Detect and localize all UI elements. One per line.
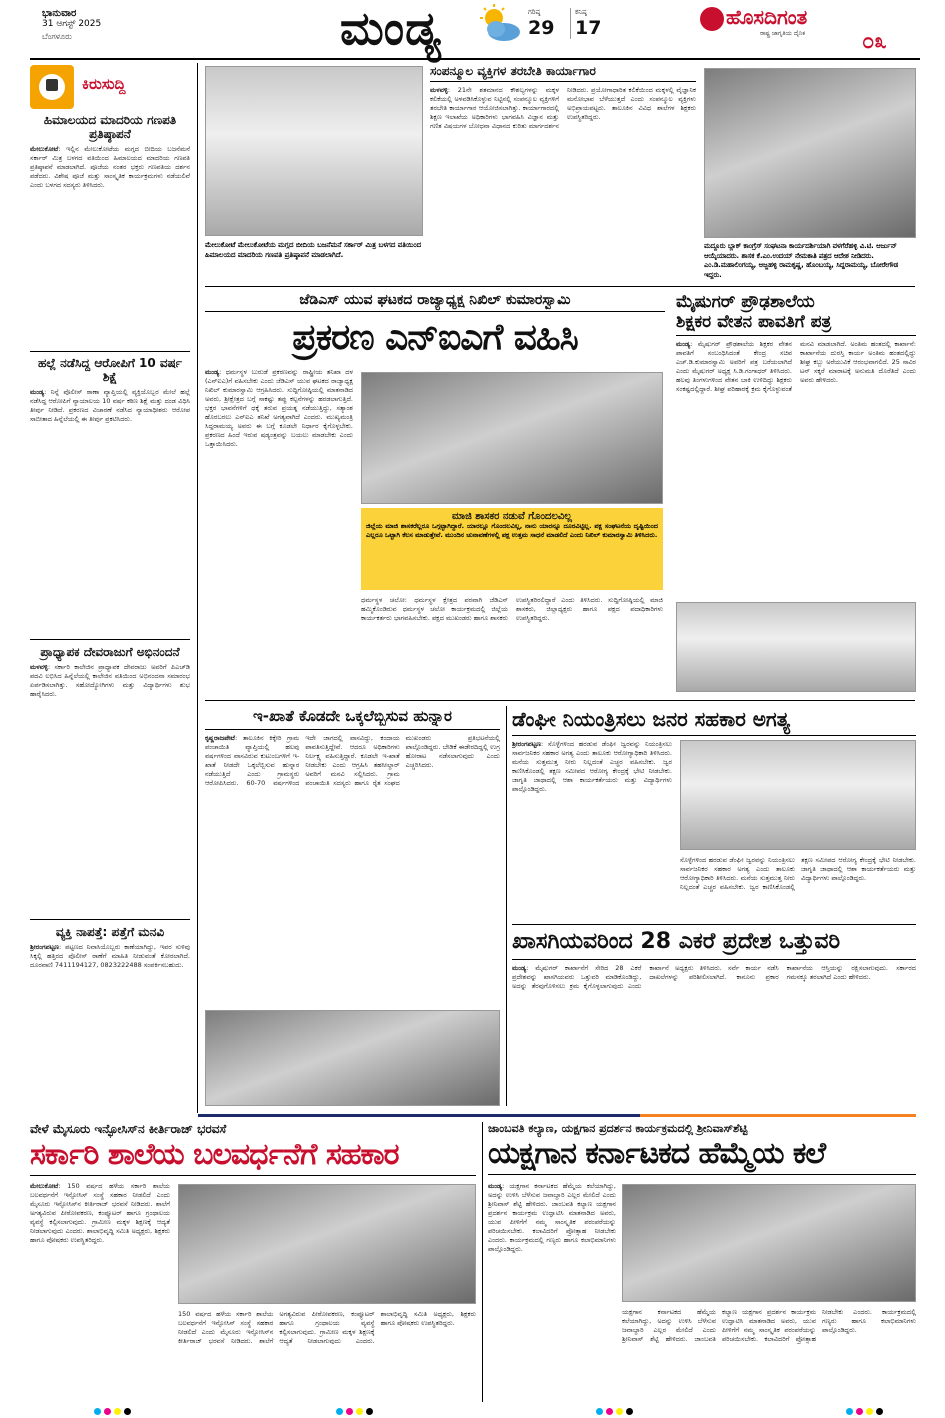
yakshagana-story (488, 1122, 916, 1402)
nia-box (361, 508, 663, 590)
encroach-title: ಖಾಸಗಿಯವರಿಂದ 28 ಎಕರೆ ಪ್ರದೇಶ ಒತ್ತುವರಿ (512, 928, 916, 960)
brand-name: ಹೊಸದಿಗಂತ (726, 5, 808, 29)
congress-caption: ಮದ್ದೂರು ಬ್ಲಾಕ್ ಕಾಂಗ್ರೆಸ್ ಸಂಘಟನಾ ಕಾರ್ಯದರ್ಶಿಯಾಗಿ ವಳಗೆರೆಹಳ್ಳಿ ವಿ.ಟಿ. ಆರ್ಜುನ್ ಆಯ್ಕೆಯಾದರು. ಶಾಸಕ ಕೆ.ಎಂ.ಉದಯ್ ನೇಮಕಾತಿ ಪತ್ರದ ಆದೇಶ ನೀಡಿದರು. ಎಂ.ಡಿ.ಮಹಾಲಿಂಗಯ್ಯ, ಅಜ್ಜಹಳ್ಳಿ ರಾಮಕೃಷ್ಣ, ಹೊಂಬಯ್ಯ, ಸಿದ್ದರಾಮಯ್ಯ, ಬೋರೇಗೌಡ ಇದ್ದರು. (704, 242, 899, 279)
column-divider (197, 63, 198, 1113)
kirusuddi-header (30, 65, 190, 109)
nia-photo (361, 372, 663, 504)
magenta-dot (606, 1408, 613, 1415)
black-dot (876, 1408, 883, 1415)
nia-box-title: ಮಾಜಿ ಶಾಸಕರ ನಡುವೆ ಗೊಂದಲವಿಲ್ಲ (452, 511, 572, 522)
dengue-story (512, 706, 916, 920)
yellow-dot (616, 1408, 623, 1415)
ekhata-text: ತಾಲೂಕಿನ ಕಿಕ್ಕೇರಿ ಗ್ರಾಮ ಪಂಚಾಯಿತಿ ವ್ಯಾಪ್ತಿಯಲ್ಲಿ ಹಲವು ವರ್ಷಗಳಿಂದ ವಾಸವಿರುವ ಕುಟುಂಬಗಳಿಗೆ ಇ-ಖಾತೆ ನೀಡದೇ ಒಕ್ಕಲೆಬ್ಬಿಸುವ ಹುನ್ನಾರ ನಡೆಯುತ್ತಿದೆ ಎಂದು ಗ್ರಾಮಸ್ಥರು ಆರೋಪಿಸಿದರು. 60-70 ವರ್ಷಗಳಿಂದ ಇದೇ ಜಾಗದಲ್ಲಿ ವಾಸವಿದ್ದು, ಕಂದಾಯ ಪಾವತಿಸುತ್ತಿದ್ದೇವೆ. ಆದರೂ ಅಧಿಕಾರಿಗಳು ನಿರ್ಲಕ್ಷ್ಯ ವಹಿಸುತ್ತಿದ್ದಾರೆ. ಕೂಡಲೇ ಇ-ಖಾತೆ ನೀಡಬೇಕು ಎಂದು ಆಗ್ರಹಿಸಿ ತಹಸೀಲ್ದಾರ್ ಅವರಿಗೆ ಮನವಿ ಸಲ್ಲಿಸಿದರು. ಗ್ರಾಮ ಪಂಚಾಯಿತಿ ಸದಸ್ಯರು ಹಾಗೂ ರೈತ ಸಂಘದ ಮುಖಂಡರು ಪ್ರತಿಭಟನೆಯಲ್ಲಿ ಪಾಲ್ಗೊಂಡಿದ್ದರು. ಬೇಡಿಕೆ ಈಡೇರದಿದ್ದಲ್ಲಿ ಉಗ್ರ ಹೋರಾಟ ನಡೆಸಲಾಗುವುದು ಎಂದು ಎಚ್ಚರಿಸಿದರು. (205, 734, 500, 787)
infosys-headline: ಸರ್ಕಾರಿ ಶಾಲೆಯ ಬಲವರ್ಧನೆಗೆ ಸಹಕಾರ (30, 1137, 476, 1176)
cyan-dot (846, 1408, 853, 1415)
nia-place: ಮಂಡ್ಯ (205, 368, 220, 376)
yellow-dot (356, 1408, 363, 1415)
ekhata-place: ಕೃಷ್ಣರಾಜಪೇಟೆ (205, 734, 235, 742)
kirusuddi-label: ಕಿರುಸುದ್ದಿ (82, 75, 126, 93)
brief-3-body: ಮಳವಳ್ಳಿ: ಸರ್ಕಾರಿ ಕಾಲೇಜಿನ ಪ್ರಾಧ್ಯಾಪಕ ದೇವರಾಜು ಅವರಿಗೆ ಪಿಎಚ್‌ಡಿ ಪದವಿ ಲಭಿಸಿದ ಹಿನ್ನೆಲೆಯಲ್ಲಿ ಕಾಲೇಜಿನ ವತಿಯಿಂದ ಅಭಿನಂದನಾ ಸಮಾರಂಭ ಏರ್ಪಡಿಸಲಾಗಿತ್ತು. ಸಹೋದ್ಯೋಗಿಗಳು ಮತ್ತು ವಿದ್ಯಾರ್ಥಿಗಳು ಶುಭ ಹಾರೈಸಿದರು. (30, 663, 190, 698)
dengue-title: ಡೆಂಘೀ ನಿಯಂತ್ರಿಸಲು ಜನರ ಸಹಕಾರ ಅಗತ್ಯ (512, 706, 916, 736)
registration-marks-right (596, 1408, 633, 1415)
brief-1-body: ಮೇಲುಕೋಟೆ: ಇಲ್ಲಿನ ಮೇಲುಕೋಟೆಯ ಮಗ್ಗದ ಬೀದಿಯ ಬಜನೆಮನೆ ಸರ್ಕಾರ್ ಮಿತ್ರ ಬಳಗದ ವತಿಯಿಂದ ಹಿಮಾಲಯದ ಮಾದರಿಯ ಗಣಪತಿ ಪ್ರತಿಷ್ಠಾಪನೆ ಮಾಡಲಾಗಿದೆ. ಪೂಜೆಯ ನಂತರ ಭಕ್ತರು ಗಣಪತಿಯ ದರ್ಶನ ಪಡೆದರು. ವಿಶೇಷ ಪೂಜೆ ಮತ್ತು ಸಾಂಸ್ಕೃತಿಕ ಕಾರ್ಯಕ್ರಮಗಳು ನಡೆಯಲಿವೆ ಎಂದು ಬಳಗದ ಸದಸ್ಯರು ತಿಳಿಸಿದರು. (30, 145, 190, 189)
brief-2-body: ಮಂಡ್ಯ: ನಿನ್ನೆ ಪೊಲೀಸ್ ಠಾಣಾ ವ್ಯಾಪ್ತಿಯಲ್ಲಿ ವ್ಯಕ್ತಿಯೊಬ್ಬರ ಮೇಲೆ ಹಲ್ಲೆ ನಡೆಸಿದ್ದ ಆರೋಪಿಗೆ ನ್ಯಾಯಾಲಯ 10 ವರ್ಷ ಕಠಿಣ ಶಿಕ್ಷೆ ಮತ್ತು ದಂಡ ವಿಧಿಸಿ ತೀರ್ಪು ನೀಡಿದೆ. ಪ್ರಕರಣದ ವಿಚಾರಣೆ ನಡೆಸಿದ ನ್ಯಾಯಾಧೀಶರು ಆರೋಪ ಸಾಬೀತಾದ ಹಿನ್ನೆಲೆಯಲ್ಲಿ ಈ ತೀರ್ಪು ಪ್ರಕಟಿಸಿದರು. (30, 388, 190, 423)
congress-story (704, 68, 916, 280)
brief-3-text: ಸರ್ಕಾರಿ ಕಾಲೇಜಿನ ಪ್ರಾಧ್ಯಾಪಕ ದೇವರಾಜು ಅವರಿಗೆ ಪಿಎಚ್‌ಡಿ ಪದವಿ ಲಭಿಸಿದ ಹಿನ್ನೆಲೆಯಲ್ಲಿ ಕಾಲೇಜಿನ ವತಿಯಿಂದ ಅಭಿನಂದನಾ ಸಮಾರಂಭ ಏರ್ಪಡಿಸಲಾಗಿತ್ತು. ಸಹೋದ್ಯೋಗಿಗಳು ಮತ್ತು ವಿದ್ಯಾರ್ಥಿಗಳು ಶುಭ ಹಾರೈಸಿದರು. (30, 663, 190, 698)
brief-1-text: ಇಲ್ಲಿನ ಮೇಲುಕೋಟೆಯ ಮಗ್ಗದ ಬೀದಿಯ ಬಜನೆಮನೆ ಸರ್ಕಾರ್ ಮಿತ್ರ ಬಳಗದ ವತಿಯಿಂದ ಹಿಮಾಲಯದ ಮಾದರಿಯ ಗಣಪತಿ ಪ್ರತಿಷ್ಠಾಪನೆ ಮಾಡಲಾಗಿದೆ. ಪೂಜೆಯ ನಂತರ ಭಕ್ತರು ಗಣಪತಿಯ ದರ್ಶನ ಪಡೆದರು. ವಿಶೇಷ ಪೂಜೆ ಮತ್ತು ಸಾಂಸ್ಕೃತಿಕ ಕಾರ್ಯಕ್ರಮಗಳು ನಡೆಯಲಿವೆ ಎಂದು ಬಳಗದ ಸದಸ್ಯರು ತಿಳಿಸಿದರು. (30, 145, 190, 189)
dengue-photo (680, 740, 916, 850)
congress-photo (704, 68, 916, 238)
brief-4-body: ಶ್ರೀರಂಗಪಟ್ಟಣ: ಪಟ್ಟಣದ ನಿವಾಸಿಯೊಬ್ಬರು ಕಾಣೆಯಾಗಿದ್ದು, ಇವರ ಸುಳಿವು ಸಿಕ್ಕಲ್ಲಿ ಹತ್ತಿರದ ಪೊಲೀಸ್ ಠಾಣೆಗೆ ಮಾಹಿತಿ ನೀಡುವಂತೆ ಕೋರಲಾಗಿದೆ. ದೂರವಾಣಿ 7411194127, 0823222488 ಸಂಪರ್ಕಿಸಬಹುದು. (30, 943, 190, 969)
registration-marks-center (336, 1408, 373, 1415)
dengue-body: ಶ್ರೀರಂಗಪಟ್ಟಣ: ಸೊಳ್ಳೆಗಳಿಂದ ಹರಡುವ ಡೆಂಘೀ ಜ್ವರವನ್ನು ನಿಯಂತ್ರಿಸಲು ಸಾರ್ವಜನಿಕರ ಸಹಕಾರ ಅಗತ್ಯ ಎಂದು ತಾಲೂಕು ಆರೋಗ್ಯಾಧಿಕಾರಿ ತಿಳಿಸಿದರು. ಮನೆಯ ಸುತ್ತಮುತ್ತ ನೀರು ನಿಲ್ಲದಂತೆ ಎಚ್ಚರ ವಹಿಸಬೇಕು. ಜ್ವರ ಕಾಣಿಸಿಕೊಂಡಲ್ಲಿ ತಕ್ಷಣ ಸಮೀಪದ ಆರೋಗ್ಯ ಕೇಂದ್ರಕ್ಕೆ ಭೇಟಿ ನೀಡಬೇಕು. ಜಾಗೃತಿ ಜಾಥಾದಲ್ಲಿ ಆಶಾ ಕಾರ್ಯಕರ್ತೆಯರು ಮತ್ತು ವಿದ್ಯಾರ್ಥಿಗಳು ಪಾಲ್ಗೊಂಡಿದ್ದರು. (512, 740, 672, 793)
masthead (0, 0, 945, 58)
brief-2 (30, 356, 190, 636)
brief-4-place: ಶ್ರೀರಂಗಪಟ್ಟಣ (30, 943, 60, 951)
encroach-place: ಮಂಡ್ಯ (512, 964, 527, 972)
page-title: ಮಂಡ್ಯ (340, 1, 442, 55)
max-temp-label: ಗರಿಷ್ಠ (528, 8, 541, 16)
kirusuddi-icon (30, 65, 74, 109)
yakshagana-photo (622, 1184, 916, 1302)
max-temp-block (528, 8, 564, 39)
registration-marks-left (94, 1408, 131, 1415)
training-body: ಮಳವಳ್ಳಿ: 21ನೇ ಶತಮಾನದ ಕೌಶಲ್ಯಗಳನ್ನು ಮಕ್ಕಳ ಕಲಿಕೆಯಲ್ಲಿ ಅಳವಡಿಸಿಕೊಳ್ಳುವ ನಿಟ್ಟಿನಲ್ಲಿ ಸಂಪನ್ಮೂಲ ವ್ಯಕ್ತಿಗಳಿಗೆ ತರಬೇತಿ ಕಾರ್ಯಾಗಾರ ಆಯೋಜಿಸಲಾಗಿತ್ತು. ಕಾರ್ಯಾಗಾರದಲ್ಲಿ ಶಿಕ್ಷಣ ಇಲಾಖೆಯ ಅಧಿಕಾರಿಗಳು ಭಾಗವಹಿಸಿ ವಿಜ್ಞಾನ ಮತ್ತು ಗಣಿತ ವಿಷಯಗಳ ಬೋಧನಾ ವಿಧಾನದ ಕುರಿತು ಮಾರ್ಗದರ್ಶನ ನೀಡಿದರು. ಪ್ರಯೋಗಾಧಾರಿತ ಕಲಿಕೆಯಿಂದ ಮಕ್ಕಳಲ್ಲಿ ವೈಜ್ಞಾನಿಕ ಮನೋಭಾವ ಬೆಳೆಯುತ್ತದೆ ಎಂದು ಸಂಪನ್ಮೂಲ ವ್ಯಕ್ತಿಗಳು ಅಭಿಪ್ರಾಯಪಟ್ಟರು. ತಾಲೂಕಿನ ವಿವಿಧ ಶಾಲೆಗಳ ಶಿಕ್ಷಕರು ಉಪಸ್ಥಿತರಿದ್ದರು. (430, 86, 696, 130)
infosys-body-continued: 150 ವರ್ಷದ ಹಳೆಯ ಸರ್ಕಾರಿ ಶಾಲೆಯ ಬಲವರ್ಧನೆಗೆ ಇನ್ಫೋಸಿಸ್ ಸಂಸ್ಥೆ ಸಹಕಾರ ನೀಡಲಿದೆ ಎಂದು ಮೈಸೂರು ಇನ್ಫೋಸಿಸ್‌ನ ಕೀರ್ತಿರಾಜ್ ಭರವಸೆ ನೀಡಿದರು. ಶಾಲೆಗೆ ಅಗತ್ಯವಿರುವ ಪೀಠೋಪಕರಣ, ಕಂಪ್ಯೂಟರ್ ಹಾಗೂ ಗ್ರಂಥಾಲಯ ವ್ಯವಸ್ಥೆ ಕಲ್ಪಿಸಲಾಗುವುದು. ಗ್ರಾಮೀಣ ಮಕ್ಕಳ ಶಿಕ್ಷಣಕ್ಕೆ ಆದ್ಯತೆ ನೀಡಲಾಗುವುದು ಎಂದರು. ಶಾಲಾಭಿವೃದ್ಧಿ ಸಮಿತಿ ಅಧ್ಯಕ್ಷರು, ಶಿಕ್ಷಕರು ಹಾಗೂ ಪೋಷಕರು ಉಪಸ್ಥಿತರಿದ್ದರು. (178, 1310, 476, 1345)
black-dot (366, 1408, 373, 1415)
date-label: 31 ಆಗಸ್ಟ್ 2025 (42, 19, 102, 29)
training-title: ಸಂಪನ್ಮೂಲ ವ್ಯಕ್ತಿಗಳ ತರಬೇತಿ ಕಾರ್ಯಾಗಾರ (430, 64, 696, 82)
black-dot (626, 1408, 633, 1415)
infosys-place: ಮೇಲುಕೋಟೆ (30, 1182, 59, 1190)
cyan-dot (596, 1408, 603, 1415)
yakshagana-body: ಮಂಡ್ಯ: ಯಕ್ಷಗಾನ ಕರ್ನಾಟಕದ ಹೆಮ್ಮೆಯ ಕಲೆಯಾಗಿದ್ದು, ಅದನ್ನು ಉಳಿಸಿ ಬೆಳೆಸುವ ಜವಾಬ್ದಾರಿ ಎಲ್ಲರ ಮೇಲಿದೆ ಎಂದು ಶ್ರೀನಿವಾಸ್ ಶೆಟ್ಟಿ ಹೇಳಿದರು. ಜಾಂಬವತಿ ಕಲ್ಯಾಣ ಯಕ್ಷಗಾನ ಪ್ರದರ್ಶನ ಕಾರ್ಯಕ್ರಮ ಉದ್ಘಾಟಿಸಿ ಮಾತನಾಡಿದ ಅವರು, ಯುವ ಪೀಳಿಗೆಗೆ ನಮ್ಮ ಸಾಂಸ್ಕೃತಿಕ ಪರಂಪರೆಯನ್ನು ಪರಿಚಯಿಸಬೇಕು. ಕಲಾವಿದರಿಗೆ ಪ್ರೋತ್ಸಾಹ ನೀಡಬೇಕು ಎಂದರು. ಕಾರ್ಯಕ್ರಮದಲ್ಲಿ ಗಣ್ಯರು ಹಾಗೂ ಕಲಾಭಿಮಾನಿಗಳು ಪಾಲ್ಗೊಂಡಿದ್ದರು. (488, 1182, 616, 1253)
brief-divider (30, 919, 190, 920)
ganapati-caption: ಮೇಲುಕೋಟೆ ಮೇಲುಕೋಟೆಯ ಮಗ್ಗದ ಬೀದಿಯ ಬಜನೆಮನೆ ಸರ್ಕಾರ್ ಮಿತ್ರ ಬಳಗದ ವತಿಯಿಂದ ಹಿಮಾಲಯದ ಮಾದರಿಯ ಗಣಪತಿ ಪ್ರತಿಷ್ಠಾಪನೆ ಮಾಡಲಾಗಿದೆ. (205, 241, 422, 259)
brand-block (700, 5, 880, 39)
brief-3-title: ಪ್ರಾಧ್ಯಾಪಕ ದೇವರಾಜುಗೆ ಅಭಿನಂದನೆ (40, 645, 180, 659)
masthead-dateline (42, 8, 132, 44)
nia-box-body: ಜಿಲ್ಲೆಯ ಮಾಜಿ ಶಾಸಕರೆಲ್ಲರೂ ಒಗ್ಗಟ್ಟಾಗಿದ್ದಾರೆ. ಯಾರಲ್ಲೂ ಗೊಂದಲವಿಲ್ಲ, ನಾನು ಯಾರನ್ನೂ ದೂರವಿಟ್ಟಿಲ್ಲ. ಪಕ್ಷ ಸಂಘಟನೆಯ ದೃಷ್ಟಿಯಿಂದ ಎಲ್ಲರೂ ಒಟ್ಟಾಗಿ ಕೆಲಸ ಮಾಡುತ್ತೇವೆ. ಮುಂದಿನ ಚುನಾವಣೆಗಳಲ್ಲಿ ಪಕ್ಷ ಉತ್ತಮ ಸಾಧನೆ ಮಾಡಲಿದೆ ಎಂದು ನಿಖಿಲ್ ಕುಮಾರಸ್ವಾಮಿ ತಿಳಿಸಿದರು. (366, 522, 658, 539)
salary-title-line2: ಶಿಕ್ಷಕರ ವೇತನ ಪಾವತಿಗೆ ಪತ್ರ (676, 312, 916, 336)
dengue-body-continued: ಸೊಳ್ಳೆಗಳಿಂದ ಹರಡುವ ಡೆಂಘೀ ಜ್ವರವನ್ನು ನಿಯಂತ್ರಿಸಲು ಸಾರ್ವಜನಿಕರ ಸಹಕಾರ ಅಗತ್ಯ ಎಂದು ತಾಲೂಕು ಆರೋಗ್ಯಾಧಿಕಾರಿ ತಿಳಿಸಿದರು. ಮನೆಯ ಸುತ್ತಮುತ್ತ ನೀರು ನಿಲ್ಲದಂತೆ ಎಚ್ಚರ ವಹಿಸಬೇಕು. ಜ್ವರ ಕಾಣಿಸಿಕೊಂಡಲ್ಲಿ ತಕ್ಷಣ ಸಮೀಪದ ಆರೋಗ್ಯ ಕೇಂದ್ರಕ್ಕೆ ಭೇಟಿ ನೀಡಬೇಕು. ಜಾಗೃತಿ ಜಾಥಾದಲ್ಲಿ ಆಶಾ ಕಾರ್ಯಕರ್ತೆಯರು ಮತ್ತು ವಿದ್ಯಾರ್ಥಿಗಳು ಪಾಲ್ಗೊಂಡಿದ್ದರು. (680, 856, 916, 891)
yakshagana-headline: ಯಕ್ಷಗಾನ ಕರ್ನಾಟಕದ ಹೆಮ್ಮೆಯ ಕಲೆ (488, 1136, 916, 1175)
section-rule (512, 924, 916, 925)
ganapati-photo (205, 66, 423, 236)
masthead-rule (30, 58, 920, 60)
brand-logo-icon (700, 7, 724, 31)
dengue-place: ಶ್ರೀರಂಗಪಟ್ಟಣ (512, 740, 542, 748)
encroach-text: ಮೈಷುಗರ್ ಕಾರ್ಖಾನೆಗೆ ಸೇರಿದ 28 ಎಕರೆ ಪ್ರದೇಶವನ್ನು ಖಾಸಗಿಯವರು ಒತ್ತುವರಿ ಮಾಡಿಕೊಂಡಿದ್ದು, ಅದನ್ನು ತೆರವುಗೊಳಿಸಲು ಕ್ರಮ ಕೈಗೊಳ್ಳಲಾಗುವುದು ಎಂದು ಕಾರ್ಖಾನೆ ಅಧ್ಯಕ್ಷರು ತಿಳಿಸಿದರು. ಸರ್ವೆ ಕಾರ್ಯ ನಡೆಸಿ ದಾಖಲೆಗಳನ್ನು ಪರಿಶೀಲಿಸಲಾಗಿದೆ. ಕಾನೂನು ಪ್ರಕಾರ ಕಾರ್ಖಾನೆಯ ಆಸ್ತಿಯನ್ನು ರಕ್ಷಿಸಲಾಗುವುದು. ಸರ್ಕಾರದ ಗಮನಕ್ಕೂ ತರಲಾಗಿದೆ ಎಂದು ಹೇಳಿದರು. (512, 964, 916, 990)
brief-divider (30, 639, 190, 640)
ganapati-story (205, 66, 423, 280)
brand-tagline: ರಾಷ್ಟ್ರ ಜಾಗೃತಿಯ ದೈನಿಕ (760, 30, 806, 37)
training-story (430, 64, 696, 280)
nia-text: ಧರ್ಮಸ್ಥಳ ಬುರುಡೆ ಪ್ರಕರಣವನ್ನು ರಾಷ್ಟ್ರೀಯ ತನಿಖಾ ದಳ (ಎನ್‌ಐಎ)ಗೆ ವಹಿಸಬೇಕು ಎಂದು ಜೆಡಿಎಸ್ ಯುವ ಘಟಕದ ರಾಜ್ಯಾಧ್ಯಕ್ಷ ನಿಖಿಲ್ ಕುಮಾರಸ್ವಾಮಿ ಆಗ್ರಹಿಸಿದರು. ಸುದ್ದಿಗೋಷ್ಠಿಯಲ್ಲಿ ಮಾತನಾಡಿದ ಅವರು, ಶ್ರೀಕ್ಷೇತ್ರದ ಬಗ್ಗೆ ಸಾಕಷ್ಟು ತಪ್ಪು ಕಲ್ಪನೆಗಳನ್ನು ಹರಡಲಾಗುತ್ತಿದೆ. ಭಕ್ತರ ಭಾವನೆಗಳಿಗೆ ಧಕ್ಕೆ ತರುವ ಪ್ರಯತ್ನ ನಡೆಯುತ್ತಿದ್ದು, ಸತ್ಯಾಂಶ ಹೊರಬರಲು ಎನ್‌ಐಎ ತನಿಖೆ ಅಗತ್ಯವಾಗಿದೆ ಎಂದರು. ಮುಖ್ಯಮಂತ್ರಿ ಸಿದ್ದರಾಮಯ್ಯ ಅವರು ಈ ಬಗ್ಗೆ ಕೂಡಲೇ ನಿರ್ಧಾರ ಕೈಗೊಳ್ಳಬೇಕು. ಪ್ರಕರಣದ ಹಿಂದೆ ಇರುವ ಷಡ್ಯಂತ್ರವನ್ನು ಬಯಲು ಮಾಡಬೇಕು ಎಂದು ಒತ್ತಾಯಿಸಿದರು. (205, 368, 353, 448)
column-divider (482, 1122, 483, 1402)
day-label: ಭಾನುವಾರ (42, 8, 77, 19)
yakshagana-text: ಯಕ್ಷಗಾನ ಕರ್ನಾಟಕದ ಹೆಮ್ಮೆಯ ಕಲೆಯಾಗಿದ್ದು, ಅದನ್ನು ಉಳಿಸಿ ಬೆಳೆಸುವ ಜವಾಬ್ದಾರಿ ಎಲ್ಲರ ಮೇಲಿದೆ ಎಂದು ಶ್ರೀನಿವಾಸ್ ಶೆಟ್ಟಿ ಹೇಳಿದರು. ಜಾಂಬವತಿ ಕಲ್ಯಾಣ ಯಕ್ಷಗಾನ ಪ್ರದರ್ಶನ ಕಾರ್ಯಕ್ರಮ ಉದ್ಘಾಟಿಸಿ ಮಾತನಾಡಿದ ಅವರು, ಯುವ ಪೀಳಿಗೆಗೆ ನಮ್ಮ ಸಾಂಸ್ಕೃತಿಕ ಪರಂಪರೆಯನ್ನು ಪರಿಚಯಿಸಬೇಕು. ಕಲಾವಿದರಿಗೆ ಪ್ರೋತ್ಸಾಹ ನೀಡಬೇಕು ಎಂದರು. ಕಾರ್ಯಕ್ರಮದಲ್ಲಿ ಗಣ್ಯರು ಹಾಗೂ ಕಲಾಭಿಮಾನಿಗಳು ಪಾಲ್ಗೊಂಡಿದ್ದರು. (488, 1182, 616, 1253)
infosys-photo (178, 1184, 476, 1304)
max-temp-value: 29 (528, 17, 555, 39)
yakshagana-place: ಮಂಡ್ಯ (488, 1182, 503, 1190)
weather-icon (476, 4, 522, 44)
salary-story (676, 292, 916, 692)
ekhata-title: ಇ-ಖಾತೆ ಕೊಡದೇ ಒಕ್ಕಲೆಬ್ಬಿಸುವ ಹುನ್ನಾರ (205, 706, 500, 730)
salary-title-line1: ಮೈಷುಗರ್ ಪ್ರೌಢಶಾಲೆಯ (676, 292, 815, 312)
min-temp-label: ಕನಿಷ್ಠ (575, 8, 587, 16)
ekhata-body: ಕೃಷ್ಣರಾಜಪೇಟೆ: ತಾಲೂಕಿನ ಕಿಕ್ಕೇರಿ ಗ್ರಾಮ ಪಂಚಾಯಿತಿ ವ್ಯಾಪ್ತಿಯಲ್ಲಿ ಹಲವು ವರ್ಷಗಳಿಂದ ವಾಸವಿರುವ ಕುಟುಂಬಗಳಿಗೆ ಇ-ಖಾತೆ ನೀಡದೇ ಒಕ್ಕಲೆಬ್ಬಿಸುವ ಹುನ್ನಾರ ನಡೆಯುತ್ತಿದೆ ಎಂದು ಗ್ರಾಮಸ್ಥರು ಆರೋಪಿಸಿದರು. 60-70 ವರ್ಷಗಳಿಂದ ಇದೇ ಜಾಗದಲ್ಲಿ ವಾಸವಿದ್ದು, ಕಂದಾಯ ಪಾವತಿಸುತ್ತಿದ್ದೇವೆ. ಆದರೂ ಅಧಿಕಾರಿಗಳು ನಿರ್ಲಕ್ಷ್ಯ ವಹಿಸುತ್ತಿದ್ದಾರೆ. ಕೂಡಲೇ ಇ-ಖಾತೆ ನೀಡಬೇಕು ಎಂದು ಆಗ್ರಹಿಸಿ ತಹಸೀಲ್ದಾರ್ ಅವರಿಗೆ ಮನವಿ ಸಲ್ಲಿಸಿದರು. ಗ್ರಾಮ ಪಂಚಾಯಿತಿ ಸದಸ್ಯರು ಹಾಗೂ ರೈತ ಸಂಘದ ಮುಖಂಡರು ಪ್ರತಿಭಟನೆಯಲ್ಲಿ ಪಾಲ್ಗೊಂಡಿದ್ದರು. ಬೇಡಿಕೆ ಈಡೇರದಿದ್ದಲ್ಲಿ ಉಗ್ರ ಹೋರಾಟ ನಡೆಸಲಾಗುವುದು ಎಂದು ಎಚ್ಚರಿಸಿದರು. (205, 734, 500, 787)
magenta-dot (104, 1408, 111, 1415)
yellow-dot (114, 1408, 121, 1415)
bottom-band-blue (198, 1114, 640, 1117)
registration-marks-far-right (846, 1408, 883, 1415)
nia-headline: ಪ್ರಕರಣ ಎನ್‌ಐಎಗೆ ವಹಿಸಿ (292, 317, 578, 358)
section-rule (205, 700, 915, 701)
brief-3-place: ಮಳವಳ್ಳಿ (30, 663, 48, 671)
yellow-dot (866, 1408, 873, 1415)
magenta-dot (346, 1408, 353, 1415)
yakshagana-kicker: ಜಾಂಬವತಿ ಕಲ್ಯಾಣ, ಯಕ್ಷಗಾನ ಪ್ರದರ್ಶನ ಕಾರ್ಯಕ್ರಮದಲ್ಲಿ ಶ್ರೀನಿವಾಸ್‌ಶೆಟ್ಟಿ (488, 1122, 748, 1135)
brief-2-text: ನಿನ್ನೆ ಪೊಲೀಸ್ ಠಾಣಾ ವ್ಯಾಪ್ತಿಯಲ್ಲಿ ವ್ಯಕ್ತಿಯೊಬ್ಬರ ಮೇಲೆ ಹಲ್ಲೆ ನಡೆಸಿದ್ದ ಆರೋಪಿಗೆ ನ್ಯಾಯಾಲಯ 10 ವರ್ಷ ಕಠಿಣ ಶಿಕ್ಷೆ ಮತ್ತು ದಂಡ ವಿಧಿಸಿ ತೀರ್ಪು ನೀಡಿದೆ. ಪ್ರಕರಣದ ವಿಚಾರಣೆ ನಡೆಸಿದ ನ್ಯಾಯಾಧೀಶರು ಆರೋಪ ಸಾಬೀತಾದ ಹಿನ್ನೆಲೆಯಲ್ಲಿ ಈ ತೀರ್ಪು ಪ್ರಕಟಿಸಿದರು. (30, 388, 190, 423)
bottom-band-orange (640, 1114, 916, 1117)
brief-divider (30, 351, 190, 352)
nia-story (205, 292, 665, 692)
section-rule (205, 286, 915, 287)
infosys-body: ಮೇಲುಕೋಟೆ: 150 ವರ್ಷದ ಹಳೆಯ ಸರ್ಕಾರಿ ಶಾಲೆಯ ಬಲವರ್ಧನೆಗೆ ಇನ್ಫೋಸಿಸ್ ಸಂಸ್ಥೆ ಸಹಕಾರ ನೀಡಲಿದೆ ಎಂದು ಮೈಸೂರು ಇನ್ಫೋಸಿಸ್‌ನ ಕೀರ್ತಿರಾಜ್ ಭರವಸೆ ನೀಡಿದರು. ಶಾಲೆಗೆ ಅಗತ್ಯವಿರುವ ಪೀಠೋಪಕರಣ, ಕಂಪ್ಯೂಟರ್ ಹಾಗೂ ಗ್ರಂಥಾಲಯ ವ್ಯವಸ್ಥೆ ಕಲ್ಪಿಸಲಾಗುವುದು. ಗ್ರಾಮೀಣ ಮಕ್ಕಳ ಶಿಕ್ಷಣಕ್ಕೆ ಆದ್ಯತೆ ನೀಡಲಾಗುವುದು ಎಂದರು. ಶಾಲಾಭಿವೃದ್ಧಿ ಸಮಿತಿ ಅಧ್ಯಕ್ಷರು, ಶಿಕ್ಷಕರು ಹಾಗೂ ಪೋಷಕರು ಉಪಸ್ಥಿತರಿದ್ದರು. (30, 1182, 170, 1244)
cyan-dot (336, 1408, 343, 1415)
ekhata-photo (205, 1010, 500, 1106)
salary-text: ಮೈಷುಗರ್ ಪ್ರೌಢಶಾಲೆಯ ಶಿಕ್ಷಕರ ವೇತನ ಪಾವತಿಗೆ ಸಂಬಂಧಿಸಿದಂತೆ ಕೇಂದ್ರ ಸಚಿವ ಎಚ್.ಡಿ.ಕುಮಾರಸ್ವಾಮಿ ಅವರಿಗೆ ಪತ್ರ ಬರೆಯಲಾಗಿದೆ ಎಂದು ಮೈಷುಗರ್ ಅಧ್ಯಕ್ಷ ಸಿ.ಡಿ.ಗಂಗಾಧರ್ ತಿಳಿಸಿದರು. ಹಲವು ತಿಂಗಳುಗಳಿಂದ ವೇತನ ಬಾಕಿ ಉಳಿದಿದ್ದು ಶಿಕ್ಷಕರು ಸಂಕಷ್ಟದಲ್ಲಿದ್ದಾರೆ. ಶೀಘ್ರ ಪರಿಹಾರಕ್ಕೆ ಕ್ರಮ ಕೈಗೊಳ್ಳುವಂತೆ ಮನವಿ ಮಾಡಲಾಗಿದೆ. ಅಂತಿಮ ಹಂತದಲ್ಲಿ ಕಾರ್ಖಾನೆ: ಕಾರ್ಖಾನೆಯ ದುರಸ್ತಿ ಕಾರ್ಯ ಅಂತಿಮ ಹಂತದಲ್ಲಿದ್ದು ಶೀಘ್ರ ಕಬ್ಬು ಅರೆಯುವಿಕೆ ಆರಂಭವಾಗಲಿದೆ. 25 ಸಾವಿರ ಟನ್ ಸಕ್ಕರೆ ಮಾರಾಟಕ್ಕೆ ಅನುಮತಿ ದೊರೆತಿದೆ ಎಂದು ಅವರು ಹೇಳಿದರು. (676, 340, 916, 393)
nia-body: ಮಂಡ್ಯ: ಧರ್ಮಸ್ಥಳ ಬುರುಡೆ ಪ್ರಕರಣವನ್ನು ರಾಷ್ಟ್ರೀಯ ತನಿಖಾ ದಳ (ಎನ್‌ಐಎ)ಗೆ ವಹಿಸಬೇಕು ಎಂದು ಜೆಡಿಎಸ್ ಯುವ ಘಟಕದ ರಾಜ್ಯಾಧ್ಯಕ್ಷ ನಿಖಿಲ್ ಕುಮಾರಸ್ವಾಮಿ ಆಗ್ರಹಿಸಿದರು. ಸುದ್ದಿಗೋಷ್ಠಿಯಲ್ಲಿ ಮಾತನಾಡಿದ ಅವರು, ಶ್ರೀಕ್ಷೇತ್ರದ ಬಗ್ಗೆ ಸಾಕಷ್ಟು ತಪ್ಪು ಕಲ್ಪನೆಗಳನ್ನು ಹರಡಲಾಗುತ್ತಿದೆ. ಭಕ್ತರ ಭಾವನೆಗಳಿಗೆ ಧಕ್ಕೆ ತರುವ ಪ್ರಯತ್ನ ನಡೆಯುತ್ತಿದ್ದು, ಸತ್ಯಾಂಶ ಹೊರಬರಲು ಎನ್‌ಐಎ ತನಿಖೆ ಅಗತ್ಯವಾಗಿದೆ ಎಂದರು. ಮುಖ್ಯಮಂತ್ರಿ ಸಿದ್ದರಾಮಯ್ಯ ಅವರು ಈ ಬಗ್ಗೆ ಕೂಡಲೇ ನಿರ್ಧಾರ ಕೈಗೊಳ್ಳಬೇಕು. ಪ್ರಕರಣದ ಹಿಂದೆ ಇರುವ ಷಡ್ಯಂತ್ರವನ್ನು ಬಯಲು ಮಾಡಬೇಕು ಎಂದು ಒತ್ತಾಯಿಸಿದರು. (205, 368, 353, 448)
brief-4-text: ಪಟ್ಟಣದ ನಿವಾಸಿಯೊಬ್ಬರು ಕಾಣೆಯಾಗಿದ್ದು, ಇವರ ಸುಳಿವು ಸಿಕ್ಕಲ್ಲಿ ಹತ್ತಿರದ ಪೊಲೀಸ್ ಠಾಣೆಗೆ ಮಾಹಿತಿ ನೀಡುವಂತೆ ಕೋರಲಾಗಿದೆ. ದೂರವಾಣಿ 7411194127, 0823222488 ಸಂಪರ್ಕಿಸಬಹುದು. (30, 943, 190, 969)
brief-2-title: ಹಲ್ಲೆ ನಡೆಸಿದ್ದ ಆರೋಪಿಗೆ 10 ವರ್ಷ ಶಿಕ್ಷೆ (37, 356, 183, 384)
salary-body: ಮಂಡ್ಯ: ಮೈಷುಗರ್ ಪ್ರೌಢಶಾಲೆಯ ಶಿಕ್ಷಕರ ವೇತನ ಪಾವತಿಗೆ ಸಂಬಂಧಿಸಿದಂತೆ ಕೇಂದ್ರ ಸಚಿವ ಎಚ್.ಡಿ.ಕುಮಾರಸ್ವಾಮಿ ಅವರಿಗೆ ಪತ್ರ ಬರೆಯಲಾಗಿದೆ ಎಂದು ಮೈಷುಗರ್ ಅಧ್ಯಕ್ಷ ಸಿ.ಡಿ.ಗಂಗಾಧರ್ ತಿಳಿಸಿದರು. ಹಲವು ತಿಂಗಳುಗಳಿಂದ ವೇತನ ಬಾಕಿ ಉಳಿದಿದ್ದು ಶಿಕ್ಷಕರು ಸಂಕಷ್ಟದಲ್ಲಿದ್ದಾರೆ. ಶೀಘ್ರ ಪರಿಹಾರಕ್ಕೆ ಕ್ರಮ ಕೈಗೊಳ್ಳುವಂತೆ ಮನವಿ ಮಾಡಲಾಗಿದೆ. ಅಂತಿಮ ಹಂತದಲ್ಲಿ ಕಾರ್ಖಾನೆ: ಕಾರ್ಖಾನೆಯ ದುರಸ್ತಿ ಕಾರ್ಯ ಅಂತಿಮ ಹಂತದಲ್ಲಿದ್ದು ಶೀಘ್ರ ಕಬ್ಬು ಅರೆಯುವಿಕೆ ಆರಂಭವಾಗಲಿದೆ. 25 ಸಾವಿರ ಟನ್ ಸಕ್ಕರೆ ಮಾರಾಟಕ್ಕೆ ಅನುಮತಿ ದೊರೆತಿದೆ ಎಂದು ಅವರು ಹೇಳಿದರು. (676, 340, 916, 393)
ekhata-story (205, 706, 500, 1106)
infosys-kicker: ವೇಳೆ ಮೈಸೂರು ಇನ್ಫೋಸಿಸ್‌ನ ಕೀರ್ತಿರಾಜ್ ಭರವಸೆ (30, 1122, 227, 1136)
nia-kicker: ಜೆಡಿಎಸ್ ಯುವ ಘಟಕದ ರಾಜ್ಯಾಧ್ಯಕ್ಷ ನಿಖಿಲ್ ಕುಮಾರಸ್ವಾಮಿ (205, 292, 665, 312)
training-place: ಮಳವಳ್ಳಿ (430, 86, 448, 94)
column-divider (506, 706, 507, 1106)
encroach-story (512, 928, 916, 1108)
brief-3 (30, 645, 190, 915)
min-temp-value: 17 (575, 17, 602, 39)
brief-2-place: ಮಂಡ್ಯ (30, 388, 45, 396)
brief-4-title: ವ್ಯಕ್ತಿ ನಾಪತ್ತೆ: ಪತ್ತೆಗೆ ಮನವಿ (55, 925, 165, 939)
brief-1-title: ಹಿಮಾಲಯದ ಮಾದರಿಯ ಗಣಪತಿ ಪ್ರತಿಷ್ಠಾಪನೆ (43, 113, 177, 141)
salary-place: ಮಂಡ್ಯ (676, 340, 691, 348)
infosys-story (30, 1122, 476, 1402)
black-dot (124, 1408, 131, 1415)
nia-body-continued: ಧರ್ಮಸ್ಥಳ ಚಲೋ: ಧರ್ಮಸ್ಥಳ ಕ್ಷೇತ್ರದ ಪರವಾಗಿ ಜೆಡಿಎಸ್ ಹಮ್ಮಿಕೊಂಡಿರುವ ಧರ್ಮಸ್ಥಳ ಚಲೋ ಕಾರ್ಯಕ್ರಮದಲ್ಲಿ ಜಿಲ್ಲೆಯ ಕಾರ್ಯಕರ್ತರು ಭಾಗವಹಿಸಬೇಕು. ಪಕ್ಷದ ಮುಖಂಡರು ಹಾಗೂ ಶಾಸಕರು ಉಪಸ್ಥಿತರಿರಲಿದ್ದಾರೆ ಎಂದು ತಿಳಿಸಿದರು. ಸುದ್ದಿಗೋಷ್ಠಿಯಲ್ಲಿ ಮಾಜಿ ಶಾಸಕರು, ಜಿಲ್ಲಾಧ್ಯಕ್ಷರು ಹಾಗೂ ಪಕ್ಷದ ಪದಾಧಿಕಾರಿಗಳು ಉಪಸ್ಥಿತರಿದ್ದರು. (361, 596, 663, 622)
training-text: 21ನೇ ಶತಮಾನದ ಕೌಶಲ್ಯಗಳನ್ನು ಮಕ್ಕಳ ಕಲಿಕೆಯಲ್ಲಿ ಅಳವಡಿಸಿಕೊಳ್ಳುವ ನಿಟ್ಟಿನಲ್ಲಿ ಸಂಪನ್ಮೂಲ ವ್ಯಕ್ತಿಗಳಿಗೆ ತರಬೇತಿ ಕಾರ್ಯಾಗಾರ ಆಯೋಜಿಸಲಾಗಿತ್ತು. ಕಾರ್ಯಾಗಾರದಲ್ಲಿ ಶಿಕ್ಷಣ ಇಲಾಖೆಯ ಅಧಿಕಾರಿಗಳು ಭಾಗವಹಿಸಿ ವಿಜ್ಞಾನ ಮತ್ತು ಗಣಿತ ವಿಷಯಗಳ ಬೋಧನಾ ವಿಧಾನದ ಕುರಿತು ಮಾರ್ಗದರ್ಶನ ನೀಡಿದರು. ಪ್ರಯೋಗಾಧಾರಿತ ಕಲಿಕೆಯಿಂದ ಮಕ್ಕಳಲ್ಲಿ ವೈಜ್ಞಾನಿಕ ಮನೋಭಾವ ಬೆಳೆಯುತ್ತದೆ ಎಂದು ಸಂಪನ್ಮೂಲ ವ್ಯಕ್ತಿಗಳು ಅಭಿಪ್ರಾಯಪಟ್ಟರು. ತಾಲೂಕಿನ ವಿವಿಧ ಶಾಲೆಗಳ ಶಿಕ್ಷಕರು ಉಪಸ್ಥಿತರಿದ್ದರು. (430, 86, 696, 130)
min-temp-block (570, 8, 606, 39)
dengue-text: ಸೊಳ್ಳೆಗಳಿಂದ ಹರಡುವ ಡೆಂಘೀ ಜ್ವರವನ್ನು ನಿಯಂತ್ರಿಸಲು ಸಾರ್ವಜನಿಕರ ಸಹಕಾರ ಅಗತ್ಯ ಎಂದು ತಾಲೂಕು ಆರೋಗ್ಯಾಧಿಕಾರಿ ತಿಳಿಸಿದರು. ಮನೆಯ ಸುತ್ತಮುತ್ತ ನೀರು ನಿಲ್ಲದಂತೆ ಎಚ್ಚರ ವಹಿಸಬೇಕು. ಜ್ವರ ಕಾಣಿಸಿಕೊಂಡಲ್ಲಿ ತಕ್ಷಣ ಸಮೀಪದ ಆರೋಗ್ಯ ಕೇಂದ್ರಕ್ಕೆ ಭೇಟಿ ನೀಡಬೇಕು. ಜಾಗೃತಿ ಜಾಥಾದಲ್ಲಿ ಆಶಾ ಕಾರ್ಯಕರ್ತೆಯರು ಮತ್ತು ವಿದ್ಯಾರ್ಥಿಗಳು ಪಾಲ್ಗೊಂಡಿದ್ದರು. (512, 740, 672, 793)
yakshagana-body-continued: ಯಕ್ಷಗಾನ ಕರ್ನಾಟಕದ ಹೆಮ್ಮೆಯ ಕಲೆಯಾಗಿದ್ದು, ಅದನ್ನು ಉಳಿಸಿ ಬೆಳೆಸುವ ಜವಾಬ್ದಾರಿ ಎಲ್ಲರ ಮೇಲಿದೆ ಎಂದು ಶ್ರೀನಿವಾಸ್ ಶೆಟ್ಟಿ ಹೇಳಿದರು. ಜಾಂಬವತಿ ಕಲ್ಯಾಣ ಯಕ್ಷಗಾನ ಪ್ರದರ್ಶನ ಕಾರ್ಯಕ್ರಮ ಉದ್ಘಾಟಿಸಿ ಮಾತನಾಡಿದ ಅವರು, ಯುವ ಪೀಳಿಗೆಗೆ ನಮ್ಮ ಸಾಂಸ್ಕೃತಿಕ ಪರಂಪರೆಯನ್ನು ಪರಿಚಯಿಸಬೇಕು. ಕಲಾವಿದರಿಗೆ ಪ್ರೋತ್ಸಾಹ ನೀಡಬೇಕು ಎಂದರು. ಕಾರ್ಯಕ್ರಮದಲ್ಲಿ ಗಣ್ಯರು ಹಾಗೂ ಕಲಾಭಿಮಾನಿಗಳು ಪಾಲ್ಗೊಂಡಿದ್ದರು. (622, 1308, 916, 1343)
salary-photo (676, 602, 916, 692)
kirusuddi-column (30, 63, 190, 1113)
brief-1 (30, 113, 190, 348)
brief-4 (30, 925, 190, 1110)
magenta-dot (856, 1408, 863, 1415)
page-number: ೦೩ (862, 29, 887, 54)
cyan-dot (94, 1408, 101, 1415)
brief-1-place: ಮೇಲುಕೋಟೆ (30, 145, 59, 153)
encroach-body: ಮಂಡ್ಯ: ಮೈಷುಗರ್ ಕಾರ್ಖಾನೆಗೆ ಸೇರಿದ 28 ಎಕರೆ ಪ್ರದೇಶವನ್ನು ಖಾಸಗಿಯವರು ಒತ್ತುವರಿ ಮಾಡಿಕೊಂಡಿದ್ದು, ಅದನ್ನು ತೆರವುಗೊಳಿಸಲು ಕ್ರಮ ಕೈಗೊಳ್ಳಲಾಗುವುದು ಎಂದು ಕಾರ್ಖಾನೆ ಅಧ್ಯಕ್ಷರು ತಿಳಿಸಿದರು. ಸರ್ವೆ ಕಾರ್ಯ ನಡೆಸಿ ದಾಖಲೆಗಳನ್ನು ಪರಿಶೀಲಿಸಲಾಗಿದೆ. ಕಾನೂನು ಪ್ರಕಾರ ಕಾರ್ಖಾನೆಯ ಆಸ್ತಿಯನ್ನು ರಕ್ಷಿಸಲಾಗುವುದು. ಸರ್ಕಾರದ ಗಮನಕ್ಕೂ ತರಲಾಗಿದೆ ಎಂದು ಹೇಳಿದರು. (512, 964, 916, 990)
city-label: ಬೆಂಗಳೂರು (42, 32, 72, 41)
infosys-text: 150 ವರ್ಷದ ಹಳೆಯ ಸರ್ಕಾರಿ ಶಾಲೆಯ ಬಲವರ್ಧನೆಗೆ ಇನ್ಫೋಸಿಸ್ ಸಂಸ್ಥೆ ಸಹಕಾರ ನೀಡಲಿದೆ ಎಂದು ಮೈಸೂರು ಇನ್ಫೋಸಿಸ್‌ನ ಕೀರ್ತಿರಾಜ್ ಭರವಸೆ ನೀಡಿದರು. ಶಾಲೆಗೆ ಅಗತ್ಯವಿರುವ ಪೀಠೋಪಕರಣ, ಕಂಪ್ಯೂಟರ್ ಹಾಗೂ ಗ್ರಂಥಾಲಯ ವ್ಯವಸ್ಥೆ ಕಲ್ಪಿಸಲಾಗುವುದು. ಗ್ರಾಮೀಣ ಮಕ್ಕಳ ಶಿಕ್ಷಣಕ್ಕೆ ಆದ್ಯತೆ ನೀಡಲಾಗುವುದು ಎಂದರು. ಶಾಲಾಭಿವೃದ್ಧಿ ಸಮಿತಿ ಅಧ್ಯಕ್ಷರು, ಶಿಕ್ಷಕರು ಹಾಗೂ ಪೋಷಕರು ಉಪಸ್ಥಿತರಿದ್ದರು. (30, 1182, 170, 1244)
